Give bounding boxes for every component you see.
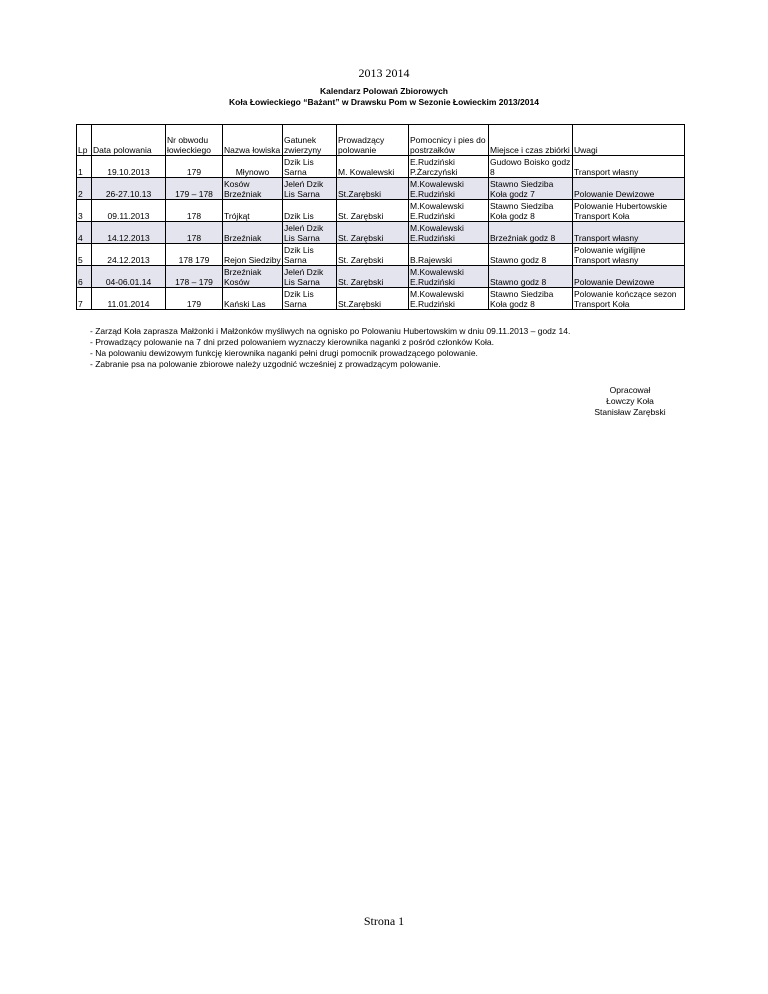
cell-date: 24.12.2013: [92, 244, 166, 266]
page-number: Strona 1: [363, 914, 405, 928]
cell-lp: 5: [77, 244, 92, 266]
cell-remarks: Polowanie Hubertowskie Transport Koła: [573, 200, 685, 222]
column-header-lp: Lp: [77, 125, 92, 156]
cell-district-number: 179: [166, 156, 223, 178]
cell-species: Dzik Lis Sarna: [283, 288, 337, 310]
cell-helpers: M.Kowalewski E.Rudziński: [409, 178, 489, 200]
cell-leader: St.Zarębski: [337, 178, 409, 200]
cell-remarks: Polowanie Dewizowe: [573, 178, 685, 200]
document-title: Kalendarz Polowań Zbiorowych: [320, 86, 448, 96]
cell-date: 11.01.2014: [92, 288, 166, 310]
cell-species: Jeleń Dzik Lis Sarna: [283, 178, 337, 200]
cell-lp: 6: [77, 266, 92, 288]
signature-prepared-by: Opracował: [609, 385, 651, 395]
table-row: [77, 178, 685, 200]
column-header-date: Data polowania: [92, 125, 166, 156]
cell-leader: St.Zarębski: [337, 288, 409, 310]
cell-species: Dzik Lis Sarna: [283, 156, 337, 178]
note-item: - Zabranie psa na polowanie zbiorowe należy uzgodnić wcześniej z prowadzącym polowanie.: [90, 359, 441, 369]
cell-species: Dzik Lis: [283, 200, 337, 222]
cell-meeting-place: Brzeźniak godz 8: [489, 222, 573, 244]
cell-district-number: 179: [166, 288, 223, 310]
cell-date: 14.12.2013: [92, 222, 166, 244]
cell-helpers: B.Rajewski: [409, 244, 489, 266]
cell-leader: St. Zarębski: [337, 266, 409, 288]
cell-helpers: M.Kowalewski E.Rudziński: [409, 222, 489, 244]
cell-district-number: 178: [166, 222, 223, 244]
cell-lp: 4: [77, 222, 92, 244]
cell-species: Jeleń Dzik Lis Sarna: [283, 266, 337, 288]
column-header-district-number: Nr obwodu łowieckiego: [166, 125, 223, 156]
table-header-row: [77, 125, 685, 156]
cell-ground-name: Kański Las: [223, 288, 283, 310]
signature-name: Stanisław Zarębski: [594, 407, 666, 417]
cell-meeting-place: Stawno Siedziba Koła godz 8: [489, 288, 573, 310]
cell-helpers: M.Kowalewski E.Rudziński: [409, 266, 489, 288]
cell-district-number: 178 – 179: [166, 266, 223, 288]
cell-lp: 2: [77, 178, 92, 200]
cell-species: Jeleń Dzik Lis Sarna: [283, 222, 337, 244]
note-item: - Na polowaniu dewizowym funkcję kierownika naganki pełni drugi pomocnik prowadzącego polowanie.: [90, 348, 478, 358]
column-header-leader: Prowadzący polowanie: [337, 125, 409, 156]
note-item: - Prowadzący polowanie na 7 dni przed polowaniem wyznaczy kierownika naganki z pośród członków Koła.: [90, 337, 494, 347]
cell-leader: St. Zarębski: [337, 244, 409, 266]
column-header-helpers: Pomocnicy i pies do postrzałków: [409, 125, 489, 156]
table-row: [77, 156, 685, 178]
cell-ground-name: Trójkąt: [223, 200, 283, 222]
cell-date: 19.10.2013: [92, 156, 166, 178]
cell-meeting-place: Gudowo Boisko godz 8: [489, 156, 573, 178]
cell-remarks: Polowanie wigilijne Transport własny: [573, 244, 685, 266]
cell-date: 26-27.10.13: [92, 178, 166, 200]
cell-lp: 7: [77, 288, 92, 310]
cell-lp: 3: [77, 200, 92, 222]
cell-ground-name: Kosów Brzeźniak: [223, 178, 283, 200]
table-row: [77, 200, 685, 222]
signature-role: Łowczy Koła: [606, 396, 654, 406]
document-year: 2013 2014: [358, 66, 410, 80]
cell-district-number: 179 – 178: [166, 178, 223, 200]
cell-remarks: Transport własny: [573, 222, 685, 244]
hunt-schedule-table: [76, 124, 685, 310]
cell-date: 09.11.2013: [92, 200, 166, 222]
cell-meeting-place: Stawno Siedziba Koła godz 8: [489, 200, 573, 222]
notes-list: [90, 326, 570, 370]
cell-ground-name: Brzeźniak: [223, 222, 283, 244]
table-row: [77, 244, 685, 266]
cell-species: Dzik Lis Sarna: [283, 244, 337, 266]
cell-helpers: M.Kowalewski E.Rudziński: [409, 288, 489, 310]
document-subtitle: Koła Łowieckiego “Bażant” w Drawsku Pom w Sezonie Łowieckim 2013/2014: [229, 97, 539, 107]
column-header-ground-name: Nazwa łowiska: [223, 125, 283, 156]
table-row: [77, 266, 685, 288]
cell-leader: M. Kowalewski: [337, 156, 409, 178]
cell-leader: St. Zarębski: [337, 200, 409, 222]
cell-date: 04-06.01.14: [92, 266, 166, 288]
cell-district-number: 178: [166, 200, 223, 222]
cell-ground-name: Brzeźniak Kosów: [223, 266, 283, 288]
column-header-remarks: Uwagi: [573, 125, 685, 156]
cell-leader: St. Zarębski: [337, 222, 409, 244]
cell-ground-name: Rejon Siedziby: [223, 244, 283, 266]
cell-district-number: 178 179: [166, 244, 223, 266]
cell-meeting-place: Stawno godz 8: [489, 244, 573, 266]
table-row: [77, 288, 685, 310]
signature-block: [560, 385, 700, 418]
table-row: [77, 222, 685, 244]
cell-ground-name: Młynowo: [223, 156, 283, 178]
cell-remarks: Polowanie kończące sezon Transport Koła: [573, 288, 685, 310]
cell-lp: 1: [77, 156, 92, 178]
cell-meeting-place: Stawno godz 8: [489, 266, 573, 288]
cell-meeting-place: Stawno Siedziba Koła godz 7: [489, 178, 573, 200]
cell-helpers: M.Kowalewski E.Rudziński: [409, 200, 489, 222]
cell-helpers: E.Rudziński P.Żarczyński: [409, 156, 489, 178]
column-header-species: Gatunek zwierzyny: [283, 125, 337, 156]
column-header-meeting-place: Miejsce i czas zbiórki: [489, 125, 573, 156]
cell-remarks: Polowanie Dewizowe: [573, 266, 685, 288]
note-item: - Zarząd Koła zaprasza Małżonki i Małżonków myśliwych na ognisko po Polowaniu Hubertowskim w dniu 09.11.2013 – godz 14.: [90, 326, 571, 336]
cell-remarks: Transport własny: [573, 156, 685, 178]
